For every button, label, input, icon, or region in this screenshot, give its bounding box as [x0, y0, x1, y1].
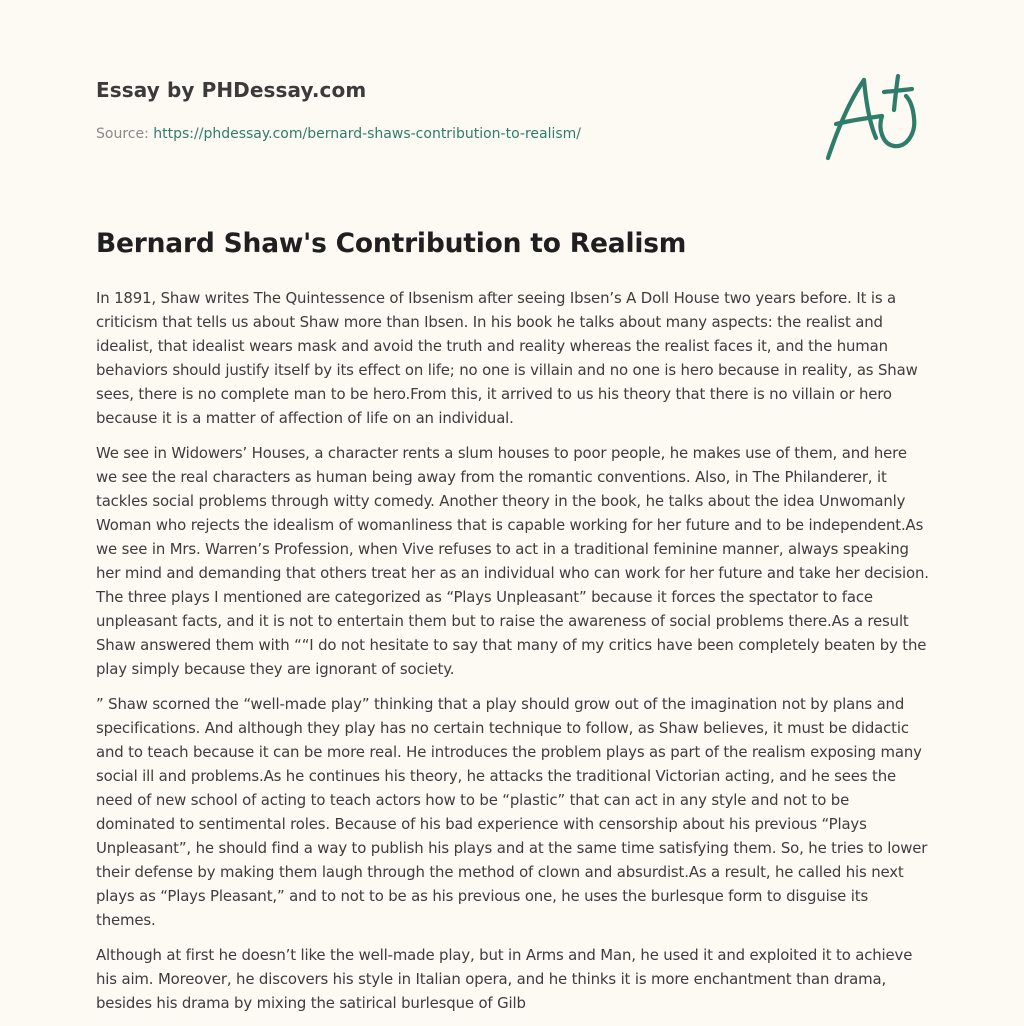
source-link[interactable]: https://phdessay.com/bernard-shaws-contribution-to-realism/ [153, 126, 582, 142]
page-header [96, 78, 796, 143]
source-label: Source: [96, 126, 154, 142]
essay-paragraph: We see in Widowers’ Houses, a character rents a slum houses to poor people, he makes use of them, and here we see the real characters as human being away from the romantic conventions. Also, in The Philanderer, it tackles social problems through witty comedy. Another theory in the book, he talks about the idea Unwomanly Woman who rejects the idealism of womanliness that is capable working for her future and to be independent.As we see in Mrs. Warren’s Profession, when Vive refuses to act in a traditional feminine manner, always speaking her mind and demanding that others treat her as an individual who can work for her future and take her decision. The three plays I mentioned are categorized as “Plays Unpleasant” because it forces the spectator to face unpleasant facts, and it is not to entertain them but to raise the awareness of social problems there.As a result Shaw answered them with ““I do not hesitate to say that many of my critics have been completely beaten by the play simply because they are ignorant of society. [96, 444, 929, 678]
essay-paragraph: ” Shaw scorned the “well-made play” thinking that a play should grow out of the imagination not by plans and specifications. And although they play has no certain technique to follow, as Shaw believes, it must be didactic and to teach because it can be more real. He introduces the problem plays as part of the realism exposing many social ill and problems.As he continues his theory, he attacks the traditional Victorian acting, and he sees the need of new school of acting to teach actors how to be “plastic” that can act in any style and not to be dominated to sentimental roles. Because of his bad experience with censorship about his previous “Plays Unpleasant”, he should find a way to publish his plays and at the same time satisfying them. So, he tries to lower their defense by making them laugh through the method of clown and absurdist.As a result, he called his next plays as “Plays Pleasant,” and to not to be as his previous one, he uses the burlesque form to disguise its themes. [96, 695, 928, 929]
brand-title: Essay by PHDessay.com [96, 78, 367, 102]
essay-body [96, 286, 932, 1026]
essay-title: Bernard Shaw's Contribution to Realism [96, 228, 687, 259]
source-line [96, 125, 796, 143]
essay-paragraph: Although at first he doesn’t like the well-made play, but in Arms and Man, he used it and exploited it to achieve his aim. Moreover, he discovers his style in Italian opera, and he thinks it is more enchantment than drama, besides his drama by mixing the satirical burlesque of Gilb [96, 946, 913, 1012]
essay-paragraph: In 1891, Shaw writes The Quintessence of Ibsenism after seeing Ibsen’s A Doll House two years before. It is a criticism that tells us about Shaw more than Ibsen. In his book he talks about many aspects: the realist and idealist, that idealist wears mask and avoid the truth and reality whereas the realist faces it, and the human behaviors should justify itself by its effect on life; no one is villain and no one is hero because in reality, as Shaw sees, there is no complete man to be hero.From this, it arrived to us his theory that there is no villain or hero because it is a matter of affection of life on an individual. [96, 289, 918, 427]
a-plus-logo-icon [820, 66, 932, 166]
